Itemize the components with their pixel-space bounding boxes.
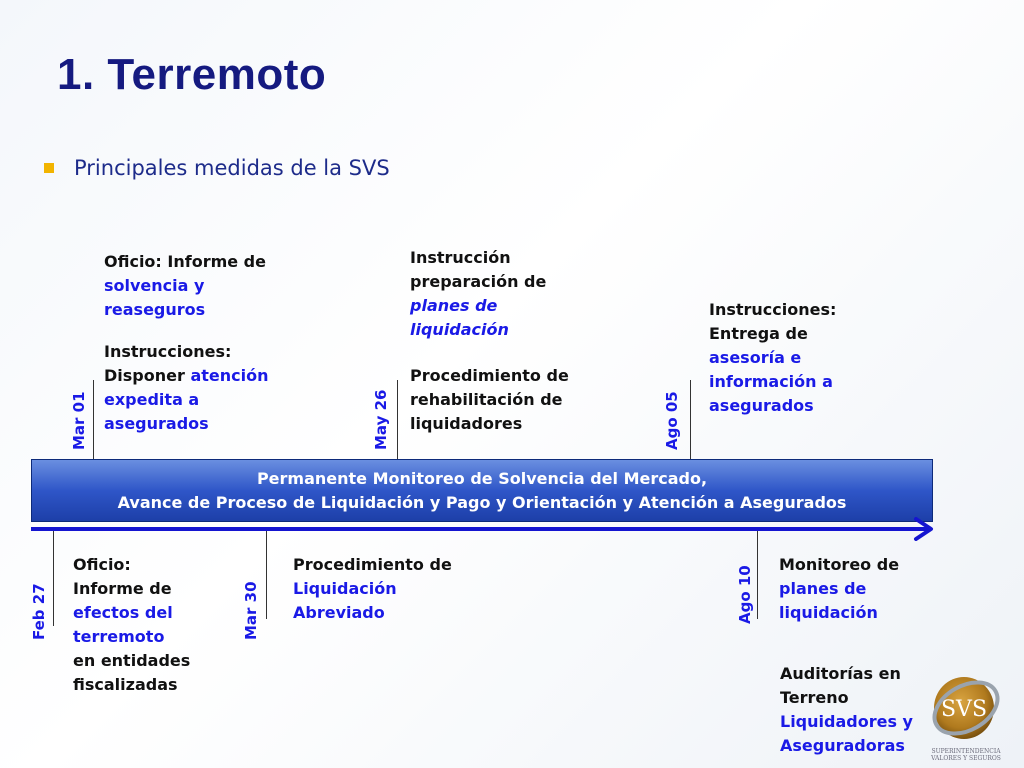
procedimiento-liquidacion-abreviado: Procedimiento de Liquidación Abreviado [293,555,452,622]
tick-ago-10 [757,531,758,619]
svs-logo-caption: SUPERINTENDENCIA VALORES Y SEGUROS [931,748,1001,762]
permanent-monitoring-band [31,459,933,522]
instrucciones-disponer-atencion: Instrucciones: Disponer atención expedita a asegurados [104,342,269,433]
date-ago-05: Ago 05 [663,391,681,450]
date-may-26: May 26 [372,389,390,450]
bullet-text: Principales medidas de la SVS [74,156,390,180]
tick-mar-30 [266,531,267,619]
instruccion-preparacion-planes: Instrucción preparación de planes de liquidación [410,248,547,339]
date-mar-30: Mar 30 [242,581,260,640]
instrucciones-entrega-asesoria: Instrucciones: Entrega de asesoría e información a asegurados [709,300,837,415]
band-line-1: Permanente Monitoreo de Solvencia del Mercado, [256,468,708,488]
square-bullet-icon [44,163,54,173]
auditorias-en-terreno: Auditorías en Terreno Liquidadores y Aseguradoras [780,664,913,755]
oficio-informe-solvencia: Oficio: Informe de solvencia y reaseguros [104,252,266,319]
tick-may-26 [397,380,398,459]
date-feb-27: Feb 27 [30,583,48,640]
date-mar-01: Mar 01 [70,391,88,450]
tick-ago-05 [690,380,691,459]
tick-mar-01 [93,380,94,459]
date-ago-10: Ago 10 [736,565,754,624]
slide-title: 1. Terremoto [57,50,327,99]
svg-text:SVS: SVS [940,697,988,722]
arrow-right-icon [913,517,935,541]
bullet-item [44,156,390,180]
band-line-2: Avance de Proceso de Liquidación y Pago y Orientación y Atención a Asegurados [117,492,847,512]
timeline-arrow-line [31,527,929,531]
monitoreo-planes-liquidacion: Monitoreo de planes de liquidación [779,555,900,622]
tick-feb-27 [53,531,54,626]
procedimiento-rehabilitacion: Procedimiento de rehabilitación de liquidadores [410,366,569,433]
oficio-informe-efectos: Oficio: Informe de efectos del terremoto en entidades fiscalizadas [73,555,191,694]
